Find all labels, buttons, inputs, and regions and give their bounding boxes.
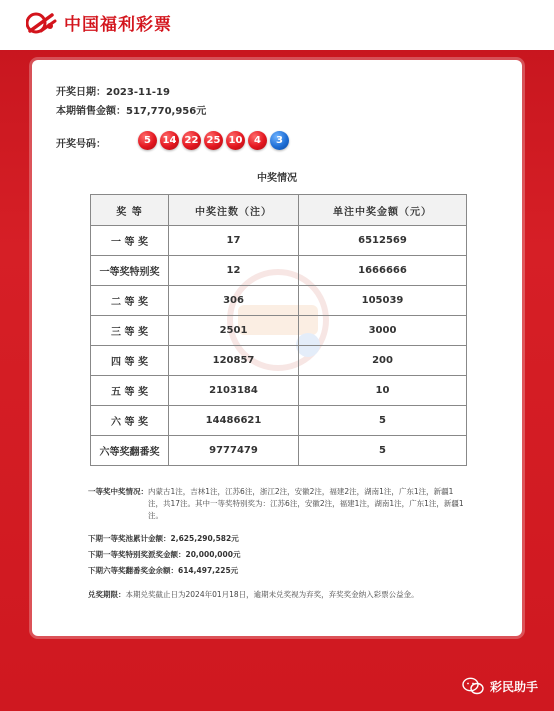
prize-level: 一 等 奖	[91, 226, 169, 256]
red-ball: 5	[138, 131, 157, 150]
table-row	[91, 346, 467, 376]
winner-count: 306	[169, 286, 299, 316]
sales-label: 本期销售金额：	[56, 106, 126, 117]
prize-amount: 3000	[299, 316, 467, 346]
claim-label: 兑奖期限：	[88, 590, 126, 599]
pool-special-prize	[88, 549, 240, 560]
table-row	[91, 436, 467, 466]
pool-value: 614,497,225元	[178, 566, 239, 575]
pool-label: 下期一等奖池累计金额：	[88, 534, 171, 543]
prize-amount: 6512569	[299, 226, 467, 256]
winner-count: 120857	[169, 346, 299, 376]
red-ball: 4	[248, 131, 267, 150]
prize-table	[90, 194, 467, 466]
draw-date	[56, 83, 170, 98]
table-row	[91, 286, 467, 316]
winner-count: 14486621	[169, 406, 299, 436]
column-header: 中奖注数（注）	[169, 195, 299, 226]
prize-level: 二 等 奖	[91, 286, 169, 316]
table-row	[91, 256, 467, 286]
red-ball: 25	[204, 131, 223, 150]
claim-deadline	[88, 588, 468, 601]
red-ball: 22	[182, 131, 201, 150]
pool-sixth-double	[88, 565, 238, 576]
prize-level: 三 等 奖	[91, 316, 169, 346]
footer-brand-text: 彩民助手	[489, 679, 538, 694]
welfare-lottery-logo-icon	[26, 11, 58, 35]
red-ball: 10	[226, 131, 245, 150]
column-header: 单注中奖金额（元）	[299, 195, 467, 226]
prize-amount: 1666666	[299, 256, 467, 286]
prize-level: 五 等 奖	[91, 376, 169, 406]
prize-amount: 200	[299, 346, 467, 376]
pool-value: 20,000,000元	[185, 550, 241, 559]
pool-first-prize	[88, 533, 239, 544]
sales-value: 517,770,956元	[126, 106, 207, 117]
brand-logo[interactable]	[26, 10, 172, 35]
prize-level: 六 等 奖	[91, 406, 169, 436]
winner-count: 17	[169, 226, 299, 256]
footer-brand[interactable]	[462, 677, 538, 695]
table-row	[91, 376, 467, 406]
brand-text: 中国福利彩票	[64, 15, 172, 35]
sales-amount	[56, 102, 206, 117]
prize-section-title: 中奖情况	[257, 173, 297, 184]
first-prize-label: 一等奖中奖情况：	[88, 487, 148, 496]
top-header	[0, 0, 554, 50]
prize-amount: 5	[299, 436, 467, 466]
pool-label: 下期六等奖翻番奖金余额：	[88, 566, 178, 575]
numbers-label-text: 开奖号码：	[56, 139, 106, 150]
winner-count: 9777479	[169, 436, 299, 466]
column-header: 奖 等	[91, 195, 169, 226]
wechat-icon	[462, 677, 484, 695]
blue-ball: 3	[270, 131, 289, 150]
red-ball: 14	[160, 131, 179, 150]
draw-date-label: 开奖日期：	[56, 87, 106, 98]
winner-count: 12	[169, 256, 299, 286]
first-prize-breakdown	[88, 486, 468, 522]
first-prize-text: 内蒙古1注，吉林1注，江苏6注，浙江2注，安徽2注，福建2注，湖南1注，广东1注，新疆1注，共17注。其中一等奖特别奖为：江苏6注，安徽2注，福建1注，湖南1注，广东1注，新疆1注。	[148, 487, 464, 520]
claim-text: 本期兑奖截止日为2024年01月18日，逾期未兑奖视为弃奖，弃奖奖金纳入彩票公益金。	[125, 590, 419, 599]
table-row	[91, 406, 467, 436]
table-header-row	[91, 195, 467, 226]
winner-count: 2103184	[169, 376, 299, 406]
winner-count: 2501	[169, 316, 299, 346]
prize-amount: 10	[299, 376, 467, 406]
numbers-label	[56, 135, 106, 150]
pool-value: 2,625,290,582元	[170, 534, 239, 543]
prize-level: 四 等 奖	[91, 346, 169, 376]
table-row	[91, 226, 467, 256]
prize-level: 一等奖特别奖	[91, 256, 169, 286]
pool-label: 下期一等奖特别奖派奖金额：	[88, 550, 186, 559]
prize-amount: 5	[299, 406, 467, 436]
winning-numbers	[138, 131, 289, 150]
table-row	[91, 316, 467, 346]
prize-level: 六等奖翻番奖	[91, 436, 169, 466]
draw-date-value: 2023-11-19	[106, 87, 170, 98]
prize-amount: 105039	[299, 286, 467, 316]
